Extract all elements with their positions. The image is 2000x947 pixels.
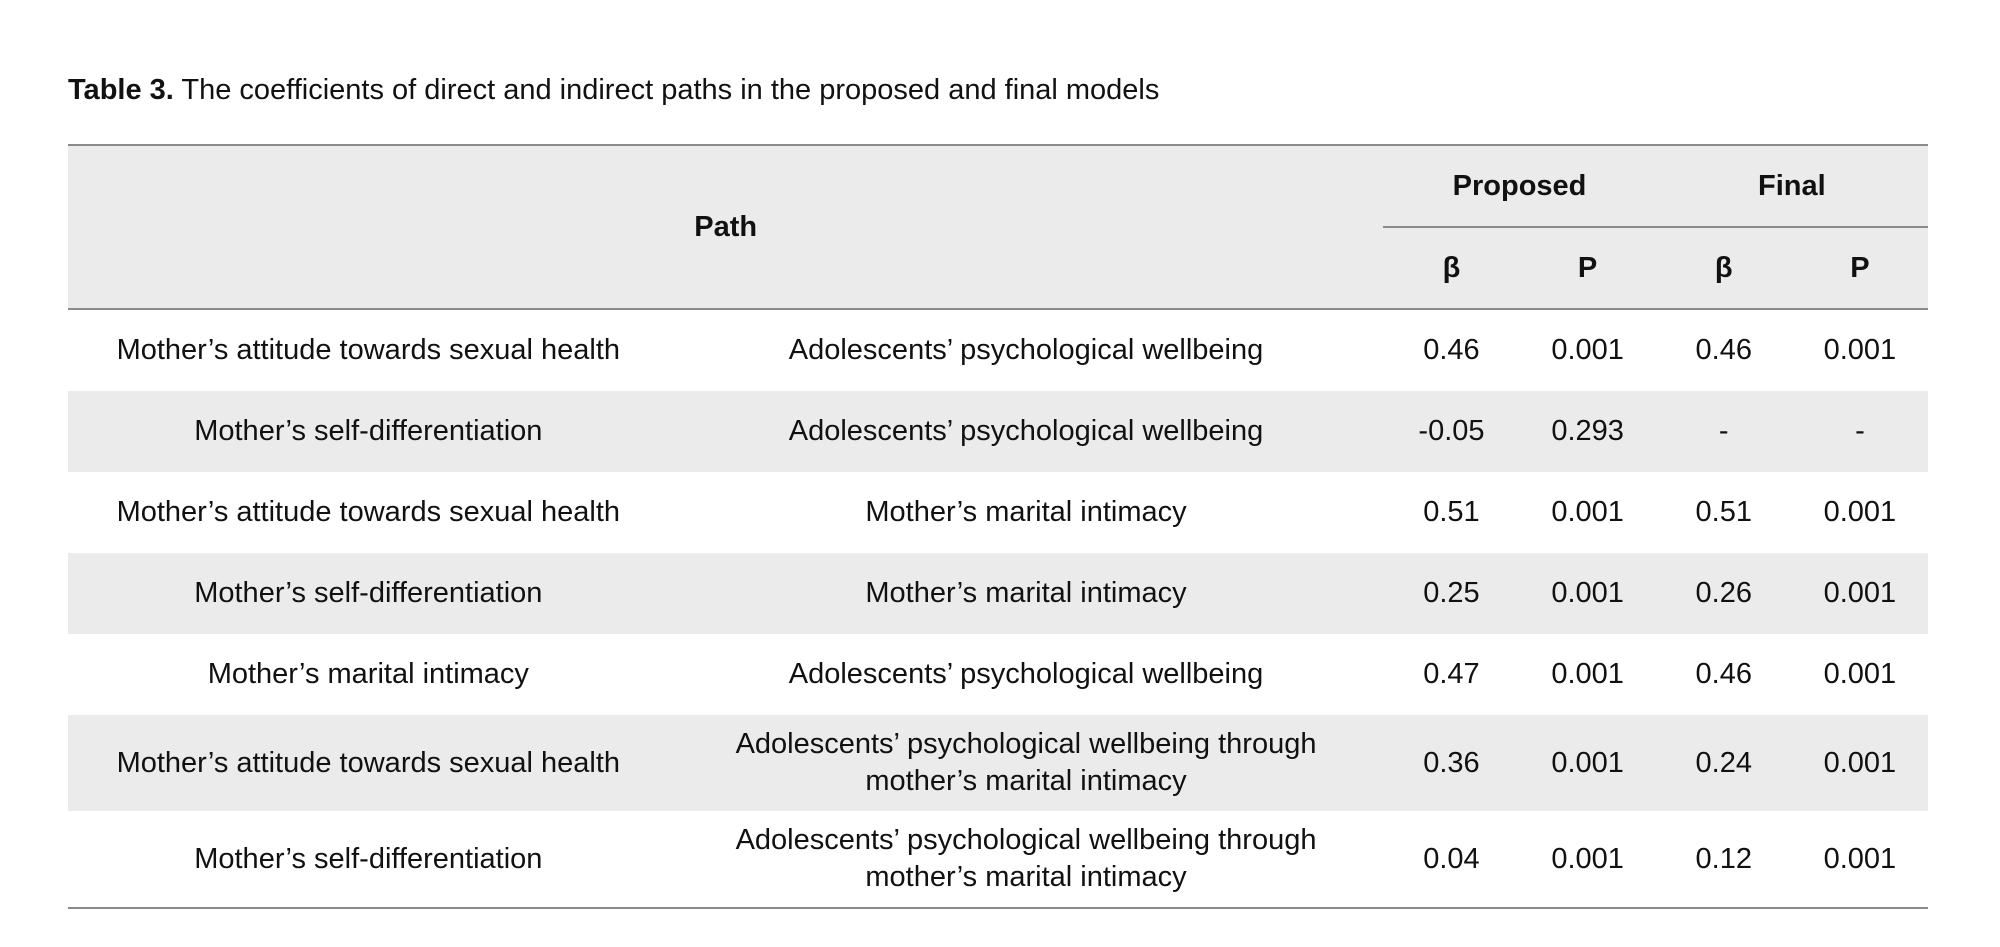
path-to-line1: Adolescents’ psychological wellbeing through: [735, 728, 1317, 760]
header-final: Final: [1656, 145, 1928, 227]
table-caption: [68, 68, 1159, 112]
coefficients-table: [68, 144, 1928, 909]
final-p-cell: 0.001: [1792, 553, 1928, 634]
path-to-line1: Adolescents’ psychological wellbeing: [788, 334, 1264, 366]
path-to-cell: [669, 811, 1384, 908]
final-beta-cell: 0.46: [1695, 334, 1752, 366]
final-beta-cell: 0.12: [1656, 811, 1792, 908]
path-to-cell: [669, 634, 1384, 715]
path-to-line2: mother’s marital intimacy: [865, 861, 1187, 893]
proposed-p-cell: 0.001: [1551, 658, 1624, 690]
proposed-beta-cell: 0.25: [1383, 553, 1519, 634]
final-p-cell: 0.001: [1792, 715, 1928, 811]
header-final-beta: β: [1656, 227, 1792, 309]
proposed-p-cell: 0.001: [1551, 334, 1624, 366]
final-p-cell: -: [1792, 391, 1928, 472]
path-to-line1: Adolescents’ psychological wellbeing: [788, 415, 1264, 447]
header-final-p: P: [1792, 227, 1928, 309]
final-p-cell: 0.001: [1823, 334, 1897, 366]
table-body: [68, 309, 1928, 908]
path-to-line1: Mother’s marital intimacy: [865, 496, 1187, 528]
header-proposed: Proposed: [1383, 145, 1655, 227]
table-row: [68, 309, 1928, 391]
header-proposed-beta: β: [1383, 227, 1519, 309]
path-from-cell: Mother’s attitude towards sexual health: [68, 715, 669, 811]
proposed-p-cell: 0.001: [1551, 496, 1624, 528]
final-beta-cell: 0.24: [1656, 715, 1792, 811]
final-p-cell: 0.001: [1823, 496, 1897, 528]
proposed-beta-cell: 0.04: [1383, 811, 1519, 908]
path-to-cell: [669, 472, 1384, 553]
path-to-cell: [669, 553, 1384, 634]
final-p-cell: 0.001: [1792, 811, 1928, 908]
proposed-beta-cell: -0.05: [1383, 391, 1519, 472]
proposed-beta-cell: 0.46: [1423, 334, 1480, 366]
final-beta-cell: 0.26: [1656, 553, 1792, 634]
table-row: [68, 634, 1928, 715]
path-from-cell: Mother’s marital intimacy: [207, 658, 529, 690]
path-to-line1: Adolescents’ psychological wellbeing through: [735, 824, 1317, 856]
path-to-cell: [669, 391, 1384, 472]
proposed-p-cell: 0.001: [1520, 715, 1656, 811]
path-to-line2: mother’s marital intimacy: [865, 765, 1187, 797]
proposed-beta-cell: 0.36: [1383, 715, 1519, 811]
header-path: Path: [68, 145, 1383, 309]
table-row: [68, 472, 1928, 553]
path-to-cell: [669, 309, 1384, 391]
final-beta-cell: 0.46: [1695, 658, 1752, 690]
table-row: [68, 553, 1928, 634]
final-beta-cell: 0.51: [1695, 496, 1752, 528]
table-caption-text: The coefficients of direct and indirect paths in the proposed and final models: [173, 74, 1160, 106]
proposed-p-cell: 0.001: [1520, 811, 1656, 908]
path-to-line1: Mother’s marital intimacy: [865, 577, 1187, 609]
path-to-line1: Adolescents’ psychological wellbeing: [788, 658, 1264, 690]
table-row: [68, 715, 1928, 811]
header-proposed-p: P: [1520, 227, 1656, 309]
path-from-cell: Mother’s attitude towards sexual health: [116, 334, 621, 366]
proposed-beta-cell: 0.51: [1423, 496, 1480, 528]
path-to-cell: [669, 715, 1384, 811]
path-from-cell: Mother’s attitude towards sexual health: [116, 496, 621, 528]
proposed-p-cell: 0.293: [1520, 391, 1656, 472]
table-row: [68, 811, 1928, 908]
path-from-cell: Mother’s self-differentiation: [68, 811, 669, 908]
proposed-p-cell: 0.001: [1520, 553, 1656, 634]
final-beta-cell: -: [1656, 391, 1792, 472]
path-from-cell: Mother’s self-differentiation: [68, 391, 669, 472]
table-row: [68, 391, 1928, 472]
table-header: [68, 145, 1928, 309]
table-caption-label: Table 3.: [68, 74, 174, 106]
final-p-cell: 0.001: [1823, 658, 1897, 690]
proposed-beta-cell: 0.47: [1423, 658, 1480, 690]
path-from-cell: Mother’s self-differentiation: [68, 553, 669, 634]
